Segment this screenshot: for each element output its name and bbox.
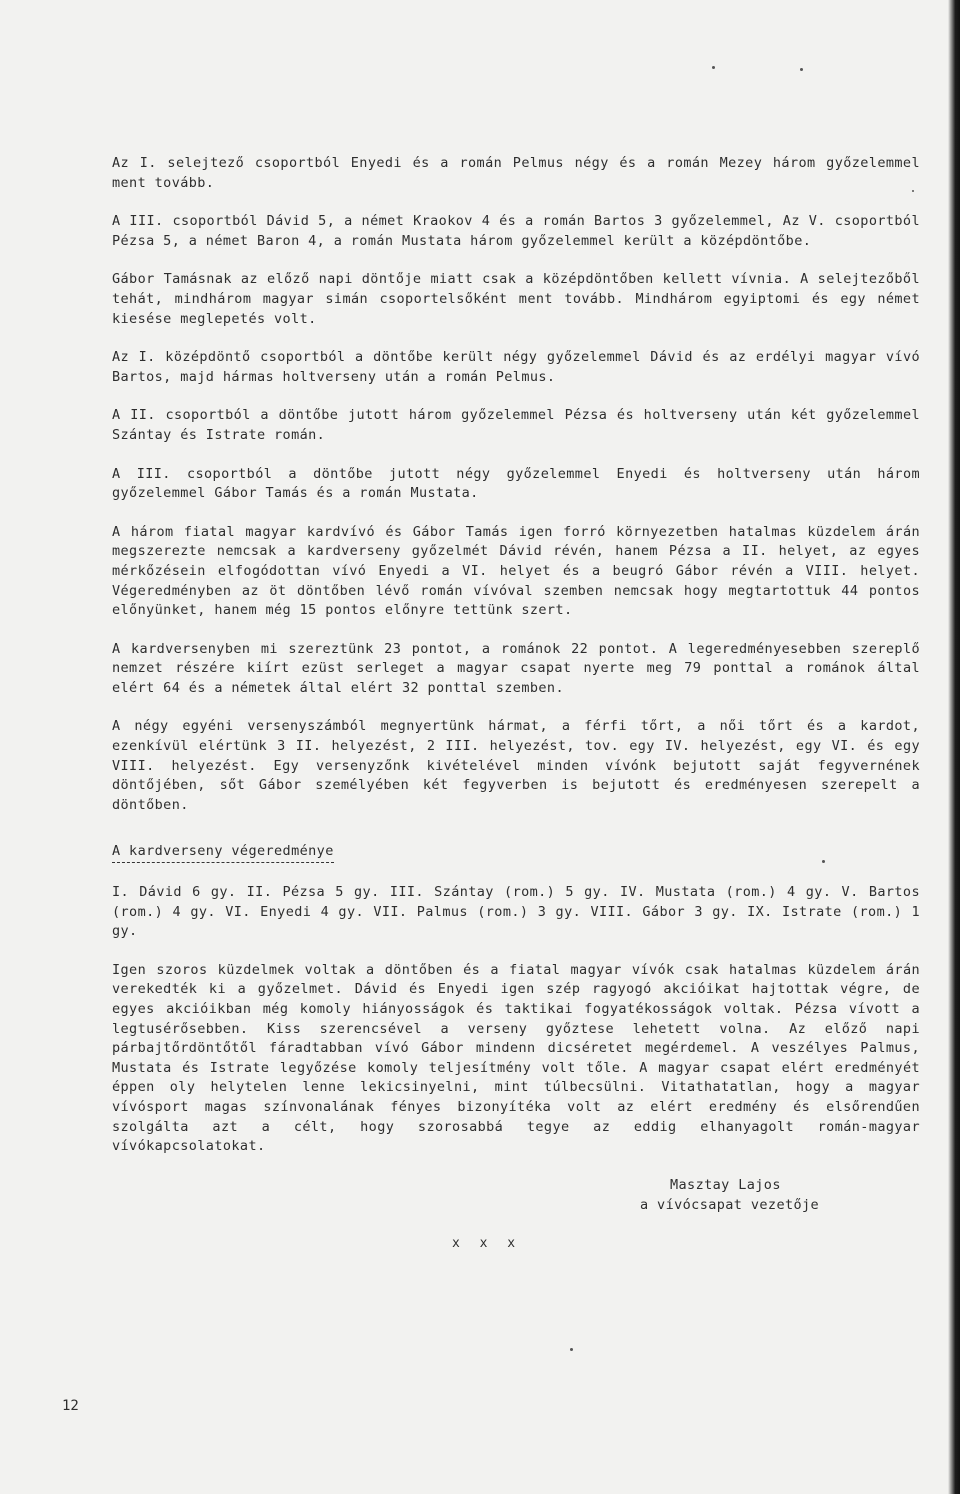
signature-block: [640, 1176, 819, 1215]
closing-paragraph: Igen szoros küzdelmek voltak a döntőben és a fiatal magyar vívók csak hatalmas küzdelem árán verekedték ki a győzelmet. Dávid és Enyedi igen szép ragyogó akcióikat hajtottak végre, de egyes akcióikban még komoly hiányosságok és taktikai fogyatékosságok voltak. Pézsa vívott a legtusérősebben. Kiss szerencsével a verseny győztese lehetett volna. Az előző napi párbajtőrdöntőtől fáradtabban vívó Gábor mindenn dicséretet megérdemel. A veszélyes Palmus, Mustata és Istrate legyőzése komoly teljesítmény volt tőle. A magyar csapat elért eredményét éppen oly helytelen lenne lekicsinyelni, mint túlbecsülni. Vitathatatlan, hogy a magyar vívósport magas színvonalának fényes bizonyítéka volt az elért eredmény és elsőrendűen szolgálta azt a célt, hogy szorosabbá tegye az eddig elhanyagolt román-magyar vívókapcsolatokat.: [112, 961, 920, 1155]
paragraph: A II. csoportból a döntőbe jutott három győzelemmel Pézsa és holtverseny után két győzelemmel Szántay és Istrate román.: [112, 407, 920, 443]
paragraph: A négy egyéni versenyszámból megnyertünk hármat, a férfi tőrt, a női tőrt és a kardot, ezenkívül elértünk 3 II. helyezést, 2 III. helyezést, tov. egy IV. helyezést, egy VI. és egy VIII. helyezést. Egy versenyzőnk kivételével minden vívónk bejutott saját fegyvernének döntőjében, sőt Gábor személyében két fegyverben is bejutott és eredményesen szerepelt a döntőben.: [112, 718, 920, 813]
paragraph: A III. csoportból Dávid 5, a német Kraokov 4 és a román Bartos 3 győzelemmel, Az V. csoportból Pézsa 5, a német Baron 4, a román Mustata három győzelemmel került a középdöntőbe.: [112, 213, 920, 249]
section-heading: A kardverseny végeredménye: [112, 842, 334, 863]
paragraph: A kardversenyben mi szereztünk 23 pontot, a románok 22 pontot. A legeredményesebben szereplő nemzet részére kiírt ezüst serleget a magyar csapat nyerte meg 79 ponttal a románok által elért 64 és a németek által elért 32 ponttal szemben.: [112, 640, 920, 696]
paragraph: A III. csoportból a döntőbe jutott négy győzelemmel Enyedi és holtverseny után három győzelemmel Gábor Tamás és a román Mustata.: [112, 465, 920, 502]
article-body: [112, 154, 920, 1176]
scan-speck: [800, 68, 803, 71]
section-separator: x x x: [452, 1236, 522, 1251]
scan-speck: [712, 66, 715, 69]
signature-name: Masztay Lajos: [670, 1177, 781, 1193]
results-list: I. Dávid 6 gy. II. Pézsa 5 gy. III. Szántay (rom.) 5 gy. IV. Mustata (rom.) 4 gy. V. Bartos (rom.) 4 gy. VI. Enyedi 4 gy. VII. Palmus (rom.) 3 gy. VIII. Gábor 3 gy. IX. Istrate (rom.) 1 gy.: [112, 884, 920, 940]
signature-title: a vívócsapat vezetője: [640, 1196, 820, 1213]
scan-speck: [570, 1348, 573, 1351]
paragraph: Az I. selejtező csoportból Enyedi és a román Pelmus négy és a román Mezey három győzelemmel ment tovább.: [112, 155, 920, 191]
paragraph: A három fiatal magyar kardvívó és Gábor Tamás igen forró környezetben hatalmas küzdelem árán megszerezte nemcsak a kardverseny győzelmét Dávid révén, hanem Pézsa a II. helyet, az egyes mérkőzésein elfogódottan vívó Enyedi a VI. helyet és a beugró Gábor révén a VIII. helyet. Végeredményben az öt döntőben lévő román vívóval szemben nemcsak hogy megtartottuk 44 pontos előnyünket, hanem még 15 pontos előnyre tettünk szert.: [112, 523, 920, 619]
paragraph: Az I. középdöntő csoportból a döntőbe került négy győzelemmel Dávid és az erdélyi magyar vívó Bartos, majd hármas holtverseny után a román Pelmus.: [112, 349, 920, 385]
paragraph: Gábor Tamásnak az előző napi döntője miatt csak a középdöntőben kellett vívnia. A selejtezőből tehát, mindhárom magyar simán csoportelsőként ment tovább. Mindhárom egyiptomi és egy német kiesése meglepetés volt.: [112, 271, 920, 327]
scan-edge-shadow: [948, 0, 960, 1494]
page-number: 12: [62, 1398, 79, 1414]
